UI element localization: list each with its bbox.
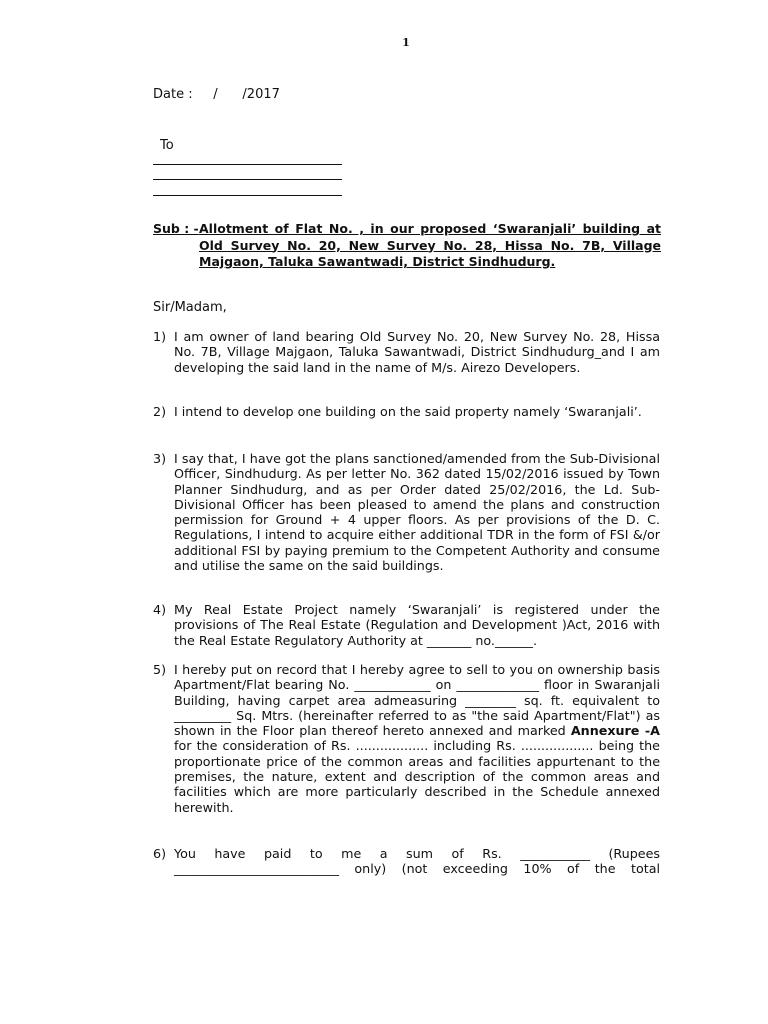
address-line: [153, 164, 342, 165]
subject-text: Allotment of Flat No. , in our proposed ‘Swaranjali’ building at Old Survey No. 20, New Survey No. 28, Hissa No. 7B, Village Majgaon, Taluka Sawantwadi, District Sindhudurg.: [199, 221, 661, 269]
page-number: 1: [402, 36, 410, 49]
paragraph: [153, 846, 660, 877]
paragraph-text: I say that, I have got the plans sanctioned/amended from the Sub-Divisional Officer, Sindhudurg. As per letter No. 362 dated 15/02/2016 issued by Town Planner Sindhudurg, and as per Order dated 25/02/2016, the Ld. Sub-Divisional Officer has been pleased to amend the plans and construction permission for Ground + 4 upper floors. As per provisions of the D. C. Regulations, I intend to acquire either additional TDR in the form of FSI &/or additional FSI by paying premium to the Competent Authority and consume and utilise the same on the said buildings.: [174, 451, 660, 574]
paragraph-text: [174, 662, 660, 815]
address-line: [153, 179, 342, 180]
paragraph-text: I am owner of land bearing Old Survey No. 20, New Survey No. 28, Hissa No. 7B, Village Majgaon, Taluka Sawantwadi, District Sindhudurg_and I am developing the said land in the name of M/s. Airezo Developers.: [174, 329, 660, 375]
subject-block: [153, 221, 661, 271]
paragraph-number: 2): [153, 404, 167, 419]
salutation: Sir/Madam,: [153, 300, 227, 315]
paragraph-text-part: I hereby put on record that I hereby agree to sell to you on ownership basis Apartment/Flat bearing No. ____________ on _____________ floor in Swaranjali Building, having carpet area admeasuring ________ sq. ft. equivalent to _________ Sq. Mtrs. (hereinafter referred to as "the said Apartment/Flat") as shown in the Floor plan thereof hereto annexed and marked: [174, 662, 660, 739]
paragraph-text: My Real Estate Project namely ‘Swaranjali’ is registered under the provisions of The Real Estate (Regulation and Development )Act, 2016 with the Real Estate Regulatory Authority at _______ no.______.: [174, 602, 660, 648]
paragraph-number: 1): [153, 329, 167, 344]
annexure-label: Annexure -A: [570, 723, 660, 739]
subject-prefix: Sub : -: [153, 221, 199, 236]
paragraph-text: I intend to develop one building on the said property namely ‘Swaranjali’.: [174, 404, 642, 419]
paragraph-number: 3): [153, 451, 167, 466]
paragraph: [153, 451, 660, 573]
paragraph: [153, 404, 660, 419]
address-line: [153, 195, 342, 196]
date-line: Date : / /2017: [153, 87, 280, 102]
paragraph-number: 6): [153, 846, 167, 861]
paragraph: [153, 329, 660, 375]
paragraph: [153, 662, 660, 815]
paragraph-text-part: for the consideration of Rs. .................. including Rs. .................. being the proportionate price of the common areas and facilities appurtenant to the premises, the nature, extent and description of the common areas and facilities which are more particularly described in the Schedule annexed herewith.: [174, 738, 660, 815]
paragraph-number: 5): [153, 662, 167, 677]
to-label: To: [160, 138, 174, 153]
paragraph: [153, 602, 660, 648]
paragraph-text: You have paid to me a sum of Rs. ___________ (Rupees __________________________ only) (not exceeding 10% of the total: [174, 846, 660, 877]
paragraph-number: 4): [153, 602, 167, 617]
